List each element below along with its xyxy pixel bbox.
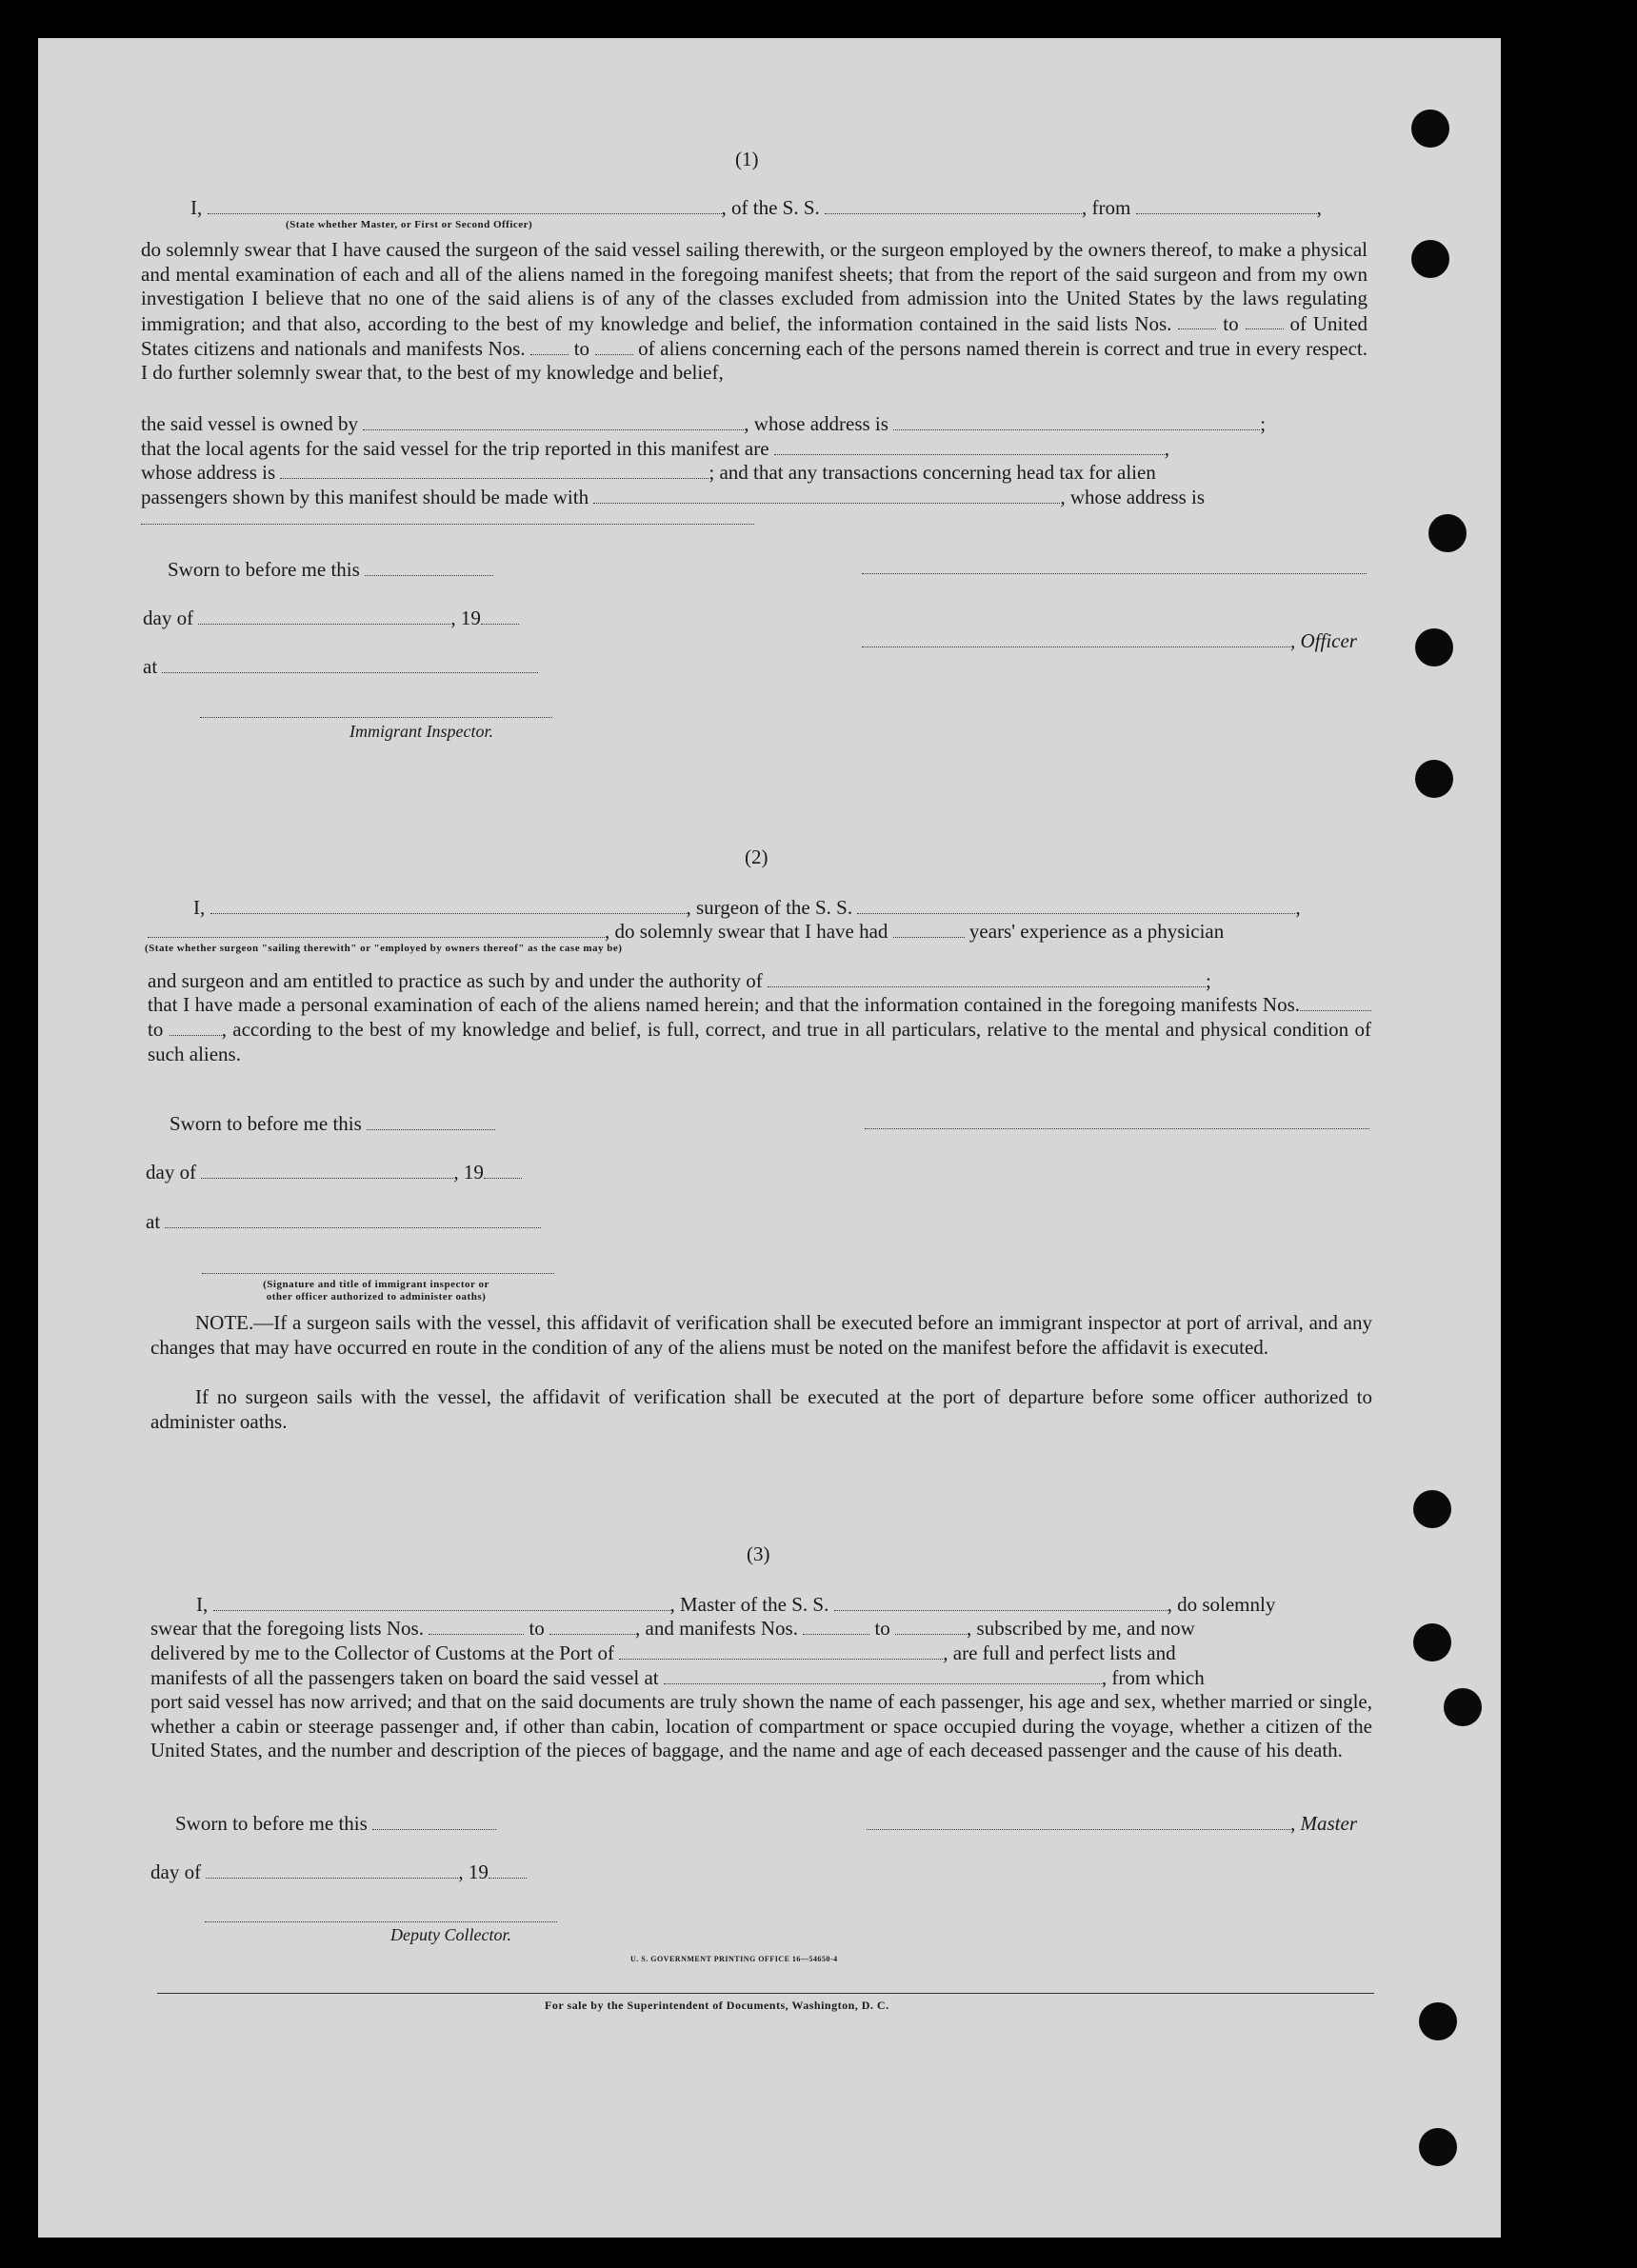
- port-line: delivered by me to the Collector of Customs at the Port of , are full and perfect lists and: [150, 1641, 1176, 1664]
- master-signature-line: , Master: [867, 1811, 1357, 1836]
- day-line: day of , 19: [150, 1860, 527, 1884]
- sworn-line: Sworn to before me this: [175, 1811, 496, 1836]
- footer-rule: [157, 1993, 1374, 1994]
- day-line: day of , 19: [146, 1160, 522, 1184]
- section-number: (1): [735, 148, 759, 170]
- punch-hole: [1413, 1490, 1451, 1528]
- passengers-paragraph: port said vessel has now arrived; and that on the said documents are truly shown the name of each passenger, his age and sex, whether married or single, whether a cabin or steerage passenger and, if other than cabin, location of compartment or space occupied during the voyage, whether a citizen of the United States, and the number and description of the pieces of baggage, and the name and age of each deceased passenger and the cause of his death.: [150, 1690, 1372, 1761]
- collector-title: Deputy Collector.: [390, 1925, 511, 1944]
- at-line: at: [146, 1209, 541, 1234]
- sworn-line: Sworn to before me this: [170, 1111, 495, 1136]
- officer-line: , Officer: [862, 628, 1357, 653]
- punch-hole: [1413, 1623, 1451, 1661]
- oath-line: I, , Master of the S. S. , do solemnly: [196, 1592, 1276, 1616]
- lists-line: swear that the foregoing lists Nos. to , and manifests Nos. to , subscribed by me, and now: [150, 1616, 1195, 1640]
- address-line: [141, 524, 754, 525]
- agents-address-line: whose address is ; and that any transactions concerning head tax for alien: [141, 460, 1156, 484]
- inspector-title: Immigrant Inspector.: [349, 722, 493, 741]
- experience-line: , do solemnly swear that I have had years' experience as a physician: [148, 919, 1224, 944]
- note-paragraph: If no surgeon sails with the vessel, the affidavit of verification shall be executed at the port of departure before some officer authorized to administer oaths.: [150, 1385, 1372, 1433]
- printing-office-line: U. S. GOVERNMENT PRINTING OFFICE 16—54650-4: [630, 1955, 838, 1963]
- punch-hole: [1428, 514, 1467, 552]
- oath-paragraph: do solemnly swear that I have caused the surgeon of the said vessel sailing therewith, or the surgeon employed by the owners thereof, to make a physical and mental examination of each and all of the aliens named in the foregoing manifest sheets; that from the report of the said surgeon and from my own investigation I believe that no one of the said aliens is of any of the classes excluded from admission into the United States by the laws regulating immigration; and that also, according to the best of my knowledge and belief, the information contained in the said lists Nos. to of United States citizens and nationals and manifests Nos. to of aliens concerning each of the persons named therein is correct and true in every respect. I do further solemnly swear that, to the best of my knowledge and belief,: [141, 238, 1368, 385]
- punch-hole: [1411, 240, 1449, 278]
- punch-hole: [1419, 2128, 1457, 2166]
- field-caption: (State whether surgeon "sailing therewith" or "employed by owners thereof" as the case may be): [145, 943, 623, 954]
- head-tax-line: passengers shown by this manifest should be made with , whose address is: [141, 485, 1206, 508]
- owner-line: the said vessel is owned by , whose address is ;: [141, 411, 1267, 435]
- signature-line: [865, 1128, 1369, 1129]
- section-number: (2): [745, 846, 769, 868]
- sale-notice: For sale by the Superintendent of Documents, Washington, D. C.: [545, 1999, 889, 2012]
- punch-hole: [1444, 1688, 1482, 1726]
- officer-signature-line: [862, 573, 1367, 574]
- oath-line: I, , of the S. S. , from ,: [190, 195, 1322, 219]
- collector-signature-line: [205, 1921, 557, 1922]
- inspector-signature-line: [200, 717, 552, 718]
- punch-hole: [1415, 760, 1453, 798]
- sworn-line: Sworn to before me this: [168, 557, 493, 582]
- punch-hole: [1419, 2002, 1457, 2040]
- signature-caption: (Signature and title of immigrant inspector or other officer authorized to administer oaths): [263, 1279, 489, 1303]
- section-number: (3): [747, 1542, 770, 1565]
- punch-hole: [1415, 628, 1453, 666]
- note-paragraph: NOTE.—If a surgeon sails with the vessel, this affidavit of verification shall be executed before an immigrant inspector at port of arrival, and any changes that may have occurred en route in the condition of any of the aliens must be noted on the manifest before the affidavit is executed.: [150, 1311, 1372, 1359]
- vessel-at-line: manifests of all the passengers taken on board the said vessel at , from which: [150, 1665, 1205, 1689]
- examination-paragraph: that I have made a personal examination of each of the aliens named herein; and that the information contained in the foregoing manifests Nos. to , according to the best of my knowledge and belief, is full, correct, and true in all particulars, relative to the mental and physical condition of such aliens.: [148, 992, 1372, 1065]
- field-caption: (State whether Master, or First or Second Officer): [286, 219, 533, 230]
- authority-line: and surgeon and am entitled to practice as such by and under the authority of ;: [148, 968, 1211, 992]
- agents-line: that the local agents for the said vessel for the trip reported in this manifest are ,: [141, 436, 1170, 460]
- day-line: day of , 19: [143, 606, 519, 630]
- punch-hole: [1411, 109, 1449, 148]
- oath-line: I, , surgeon of the S. S. ,: [193, 895, 1301, 919]
- at-line: at: [143, 654, 538, 679]
- inspector-signature-line: [202, 1273, 554, 1274]
